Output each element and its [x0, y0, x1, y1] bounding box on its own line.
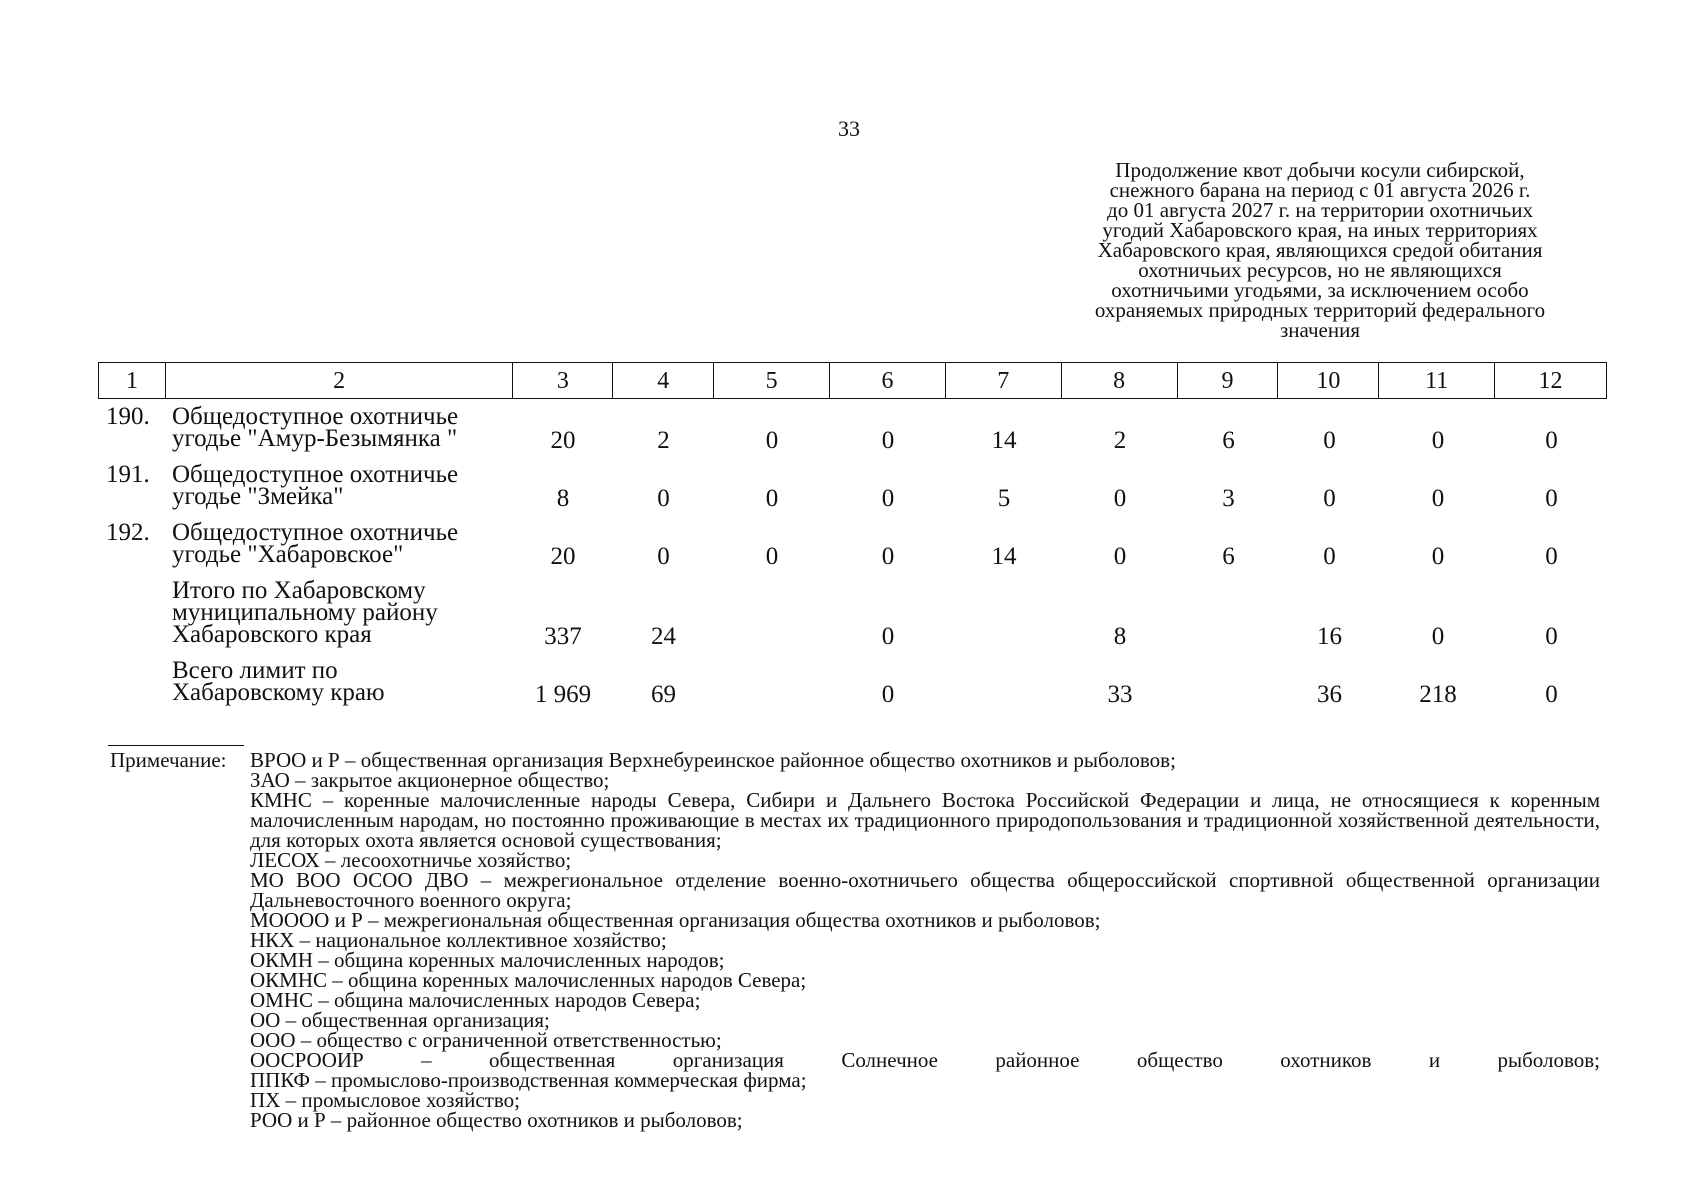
column-number-cell: 12 [1538, 368, 1563, 394]
column-number-cell: 4 [613, 363, 714, 398]
row-name-line: Общедоступное охотничье [172, 403, 459, 430]
note-item: ВРОО и Р – общественная организация Верхнебуреинское районное общество охотников и рыболовов; [250, 748, 1176, 772]
value-cell: 0 [1323, 543, 1336, 570]
value-cell: 0 [1113, 485, 1127, 512]
column-number-cell: 3 [513, 363, 613, 398]
column-number-cell: 2 [166, 363, 514, 398]
heading-line: охотничьих ресурсов, но не являющихся [1138, 258, 1502, 282]
note-item: ПХ – промысловое хозяйство; [250, 1088, 520, 1112]
value-cell: 1 969 [534, 681, 592, 708]
heading-line: Хабаровского края, являющихся средой обитания [1097, 238, 1543, 262]
value-cell: 0 [1431, 485, 1445, 512]
value-cell: 14 [991, 543, 1017, 570]
row-number: 190. [106, 403, 150, 430]
value-cell: 0 [1545, 623, 1558, 650]
row-name-line: Хабаровского края [172, 621, 372, 648]
row-name [172, 519, 512, 568]
note-lead: Примечание: [110, 748, 227, 772]
heading-line: Продолжение квот добычи косули сибирской, [1115, 158, 1525, 182]
value-cell: 0 [881, 427, 895, 454]
value-cell: 6 [1222, 543, 1235, 570]
row-name-line: угодье "Змейка" [172, 483, 344, 510]
value-cell: 0 [1431, 543, 1445, 570]
page-number: 33 [838, 116, 860, 141]
heading-line: до 01 августа 2027 г. на территории охотничьих [1107, 198, 1533, 222]
note-item: РОО и Р – районное общество охотников и рыболовов; [250, 1108, 743, 1132]
value-cell: 337 [544, 623, 582, 650]
note-first-line [110, 750, 1600, 770]
value-cell: 0 [881, 543, 895, 570]
row-name-line: Итого по Хабаровскому [172, 577, 426, 604]
heading-line: охотничьими угодьями, за исключением особо [1111, 278, 1529, 302]
column-number-cell: 1 [99, 363, 166, 398]
value-cell: 0 [765, 485, 779, 512]
row-name-line: Общедоступное охотничье [172, 461, 459, 488]
notes-section [110, 750, 1600, 1130]
row-name [172, 461, 512, 510]
heading-line: охраняемых природных территорий федерального [1094, 298, 1546, 322]
heading-line: угодий Хабаровского края, на иных территориях [1102, 218, 1538, 242]
column-number-cell: 11 [1379, 363, 1495, 398]
value-cell: 0 [1545, 543, 1558, 570]
note-item: МО ВОО ОСОО ДВО – межрегиональное отделение военно-охотничьего общества общероссийской спортивной общественной организации Дальневосточного военного округа; [250, 868, 1600, 912]
value-cell: 0 [881, 623, 895, 650]
table-heading [1050, 160, 1590, 340]
heading-line: снежного барана на период с 01 августа 2026 г. [1109, 178, 1531, 202]
value-cell: 5 [997, 485, 1011, 512]
value-cell: 3 [1222, 485, 1235, 512]
row-name-line: Всего лимит по [172, 657, 338, 684]
note-item: ОКМН – община коренных малочисленных народов; [250, 948, 725, 972]
value-cell: 0 [657, 485, 670, 512]
column-number-cell: 10 [1278, 363, 1379, 398]
row-number: 191. [106, 461, 150, 488]
row-name [172, 577, 512, 648]
note-item: ЛЕСОХ – лесоохотничье хозяйство; [250, 848, 572, 872]
row-name-line: Хабаровскому краю [172, 679, 385, 706]
note-item: ОО – общественная организация; [250, 1008, 550, 1032]
value-cell: 2 [1113, 427, 1127, 454]
value-cell: 0 [1431, 427, 1445, 454]
column-number-header [98, 362, 1607, 399]
column-number-cell: 9 [1178, 363, 1279, 398]
row-number: 192. [106, 519, 150, 546]
column-number-cell: 7 [946, 363, 1062, 398]
value-cell: 0 [881, 681, 895, 708]
value-cell: 0 [1323, 427, 1336, 454]
value-cell: 20 [550, 427, 576, 454]
value-cell: 36 [1317, 681, 1342, 708]
value-cell: 6 [1222, 427, 1235, 454]
note-item: ООСРООИР – общественная организация Солнечное районное общество охотников и рыболовов; [250, 1048, 1600, 1072]
column-number-cell: 8 [1062, 363, 1178, 398]
column-number-cell: 5 [714, 363, 830, 398]
value-cell: 20 [550, 543, 576, 570]
value-cell: 0 [1545, 485, 1558, 512]
row-name-line: угодье "Хабаровское" [172, 541, 404, 568]
value-cell: 0 [1113, 543, 1127, 570]
note-item: КМНС – коренные малочисленные народы Севера, Сибири и Дальнего Востока Российской Федерации и лица, не относящиеся к коренным малочисленным народам, но постоянно проживающие в местах их традиционного природопользования и традиционной хозяйственной деятельности, для которых охота является основой существования; [250, 788, 1600, 852]
note-item: ОМНС – община малочисленных народов Севера; [250, 988, 701, 1012]
value-cell: 0 [881, 485, 895, 512]
value-cell: 2 [657, 427, 670, 454]
row-name-line: Общедоступное охотничье [172, 519, 459, 546]
value-cell: 0 [1545, 427, 1558, 454]
value-cell: 218 [1419, 681, 1457, 708]
heading-line: значения [1279, 318, 1361, 342]
note-item: МОООО и Р – межрегиональная общественная организация общества охотников и рыболовов; [250, 908, 1101, 932]
value-cell: 33 [1107, 681, 1133, 708]
value-cell: 0 [1323, 485, 1336, 512]
row-name-line: муниципальному району [172, 599, 438, 626]
value-cell: 24 [651, 623, 676, 650]
note-item: НКХ – национальное коллективное хозяйство; [250, 928, 667, 952]
row-name-line: угодье "Амур-Безымянка " [172, 425, 458, 452]
value-cell: 0 [657, 543, 670, 570]
value-cell: 8 [556, 485, 570, 512]
footnote-rule [108, 745, 244, 746]
value-cell: 0 [765, 543, 779, 570]
note-item: ППКФ – промыслово-производственная коммерческая фирма; [250, 1068, 807, 1092]
value-cell: 0 [1431, 623, 1445, 650]
value-cell: 69 [651, 681, 676, 708]
row-name [172, 657, 512, 706]
note-item: ОКМНС – община коренных малочисленных народов Севера; [250, 968, 807, 992]
value-cell: 8 [1113, 623, 1127, 650]
note-item: ООО – общество с ограниченной ответственностью; [250, 1028, 722, 1052]
note-item: ЗАО – закрытое акционерное общество; [250, 768, 610, 792]
value-cell: 0 [1545, 681, 1558, 708]
value-cell: 0 [765, 427, 779, 454]
value-cell: 16 [1317, 623, 1342, 650]
row-name [172, 403, 512, 452]
value-cell: 14 [991, 427, 1017, 454]
column-number-cell: 6 [830, 363, 946, 398]
